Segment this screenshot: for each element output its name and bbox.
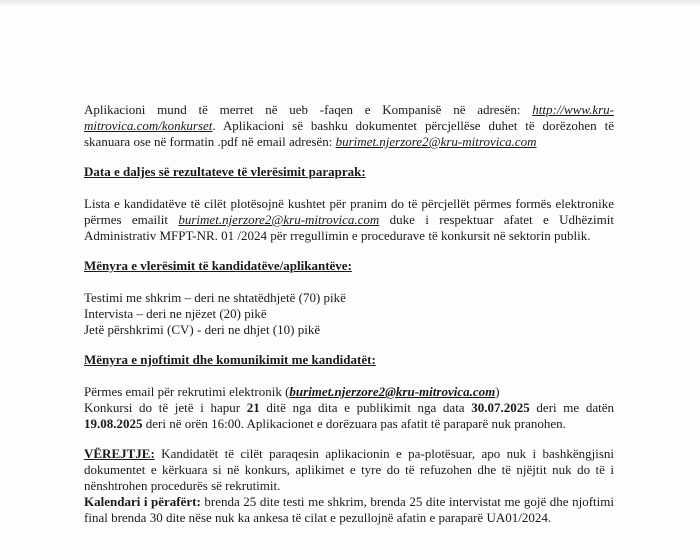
communication-email-prefix: Përmes email për rekrutimi elektronik ( bbox=[84, 384, 290, 399]
intro-text-2: . Aplikacioni së bashku dokumentet përcjellëse duhet të dorëzohen të skanuara ose në formatin .pdf në email adresën: bbox=[84, 118, 614, 149]
communication-heading: Mënyra e njoftimit dhe komunikimit me kandidatët: bbox=[84, 352, 376, 367]
results-paragraph bbox=[84, 196, 614, 244]
deadline-text-c: deri me datën bbox=[529, 400, 615, 415]
results-heading: Data e daljes së rezultateve të vlerësimit paraprak: bbox=[84, 164, 366, 179]
communication-email-link[interactable]: burimet.njerzore2@kru-mitrovica.com bbox=[289, 384, 496, 399]
calendar-label: Kalendari i përafërt: bbox=[84, 494, 201, 509]
document-body bbox=[84, 102, 614, 526]
evaluation-item-written-test: Testimi me shkrim – deri ne shtatëdhjetë (70) pikë bbox=[84, 290, 346, 305]
sheet-edge bbox=[0, 0, 700, 6]
results-email-link[interactable]: burimet.njerzore2@kru-mitrovica.com bbox=[178, 212, 380, 227]
results-text-1: Lista e kandidatëve të cilët plotësojnë kushtet për pranim do të përcjellët përmes formës elektronike përmes emailit bbox=[84, 196, 614, 227]
calendar-paragraph bbox=[84, 494, 614, 526]
calendar-text: brenda 25 dite testi me shkrim, brenda 25 dite intervistat me gojë dhe njoftimi final brenda 30 dite nëse nuk ka ankesa të cilat e pezullojnë afatin e paraparë UA01/2024. bbox=[84, 494, 615, 525]
deadline-days: 21 bbox=[246, 400, 260, 415]
deadline-text-d: deri në orën 16:00. Aplikacionet e dorëzuara pas afatit të paraparë nuk pranohen. bbox=[142, 416, 566, 431]
intro-paragraph bbox=[84, 102, 614, 150]
results-text-2: duke i respektuar afatet e Udhëzimit Administrativ MFPT-NR. 01 /2024 për rregullimin e procedurave të konkursit në sektorin publik. bbox=[84, 212, 615, 243]
deadline-text-a: Konkursi do të jetë i hapur bbox=[84, 400, 247, 415]
deadline-paragraph bbox=[84, 400, 614, 432]
note-text: Kandidatët të cilët paraqesin aplikacionin e pa-plotësuar, apo nuk i bashkëngjisni dokumentet e kërkuara si në konkurs, aplikimet e tyre do të refuzohen dhe të njëjtit nuk do të i nënshtrohen procedurës së rekrutimit. bbox=[84, 446, 614, 493]
deadline-end-date: 19.08.2025 bbox=[84, 416, 143, 431]
deadline-start-date: 30.07.2025 bbox=[471, 400, 530, 415]
communication-email-line bbox=[84, 384, 614, 400]
evaluation-item-interview: Intervista – deri ne njëzet (20) pikë bbox=[84, 306, 267, 321]
deadline-text-b: ditë nga dita e publikimit nga data bbox=[259, 400, 472, 415]
evaluation-item-cv: Jetë përshkrimi (CV) - deri ne dhjet (10) pikë bbox=[84, 322, 321, 337]
intro-text-1: Aplikacioni mund të merret në ueb -faqen e Kompanisë në adresën: bbox=[84, 102, 533, 117]
company-website-link[interactable]: http://www.kru-mitrovica.com/konkurset bbox=[84, 102, 614, 133]
note-label: VËREJTJE: bbox=[84, 446, 155, 461]
evaluation-heading: Mënyra e vlerësimit të kandidatëve/aplikantëve: bbox=[84, 258, 352, 273]
hr-email-link[interactable]: burimet.njerzore2@kru-mitrovica.com bbox=[335, 134, 537, 149]
communication-email-suffix: ) bbox=[495, 384, 500, 399]
note-paragraph bbox=[84, 446, 614, 494]
